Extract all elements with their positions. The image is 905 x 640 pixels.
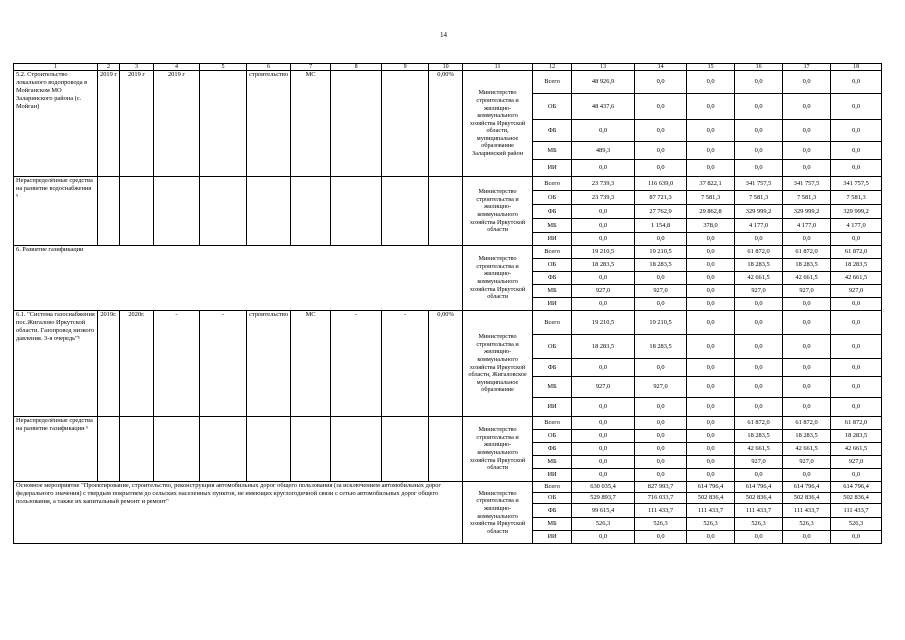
funding-source: ФБ bbox=[533, 443, 572, 456]
amount-cell: 0,0 bbox=[635, 94, 687, 120]
amount-cell: 0,0 bbox=[735, 94, 783, 120]
block-c5 bbox=[200, 417, 247, 482]
amount-cell: 827 993,7 bbox=[635, 482, 687, 493]
amount-cell: 927,0 bbox=[831, 456, 882, 469]
amount-cell: 0,0 bbox=[831, 335, 882, 359]
amount-cell: 111 433,7 bbox=[687, 504, 735, 518]
amount-cell: 0,0 bbox=[687, 398, 735, 417]
amount-cell: 0,0 bbox=[635, 531, 687, 544]
amount-cell: 0,0 bbox=[687, 246, 735, 259]
amount-cell: 111 433,7 bbox=[783, 504, 831, 518]
amount-cell: 61 872,0 bbox=[783, 246, 831, 259]
funding-source: Всего bbox=[533, 311, 572, 335]
amount-cell: 61 872,0 bbox=[831, 246, 882, 259]
block-c8 bbox=[331, 417, 382, 482]
amount-cell: 42 661,5 bbox=[831, 443, 882, 456]
block-c8: - bbox=[331, 311, 382, 417]
amount-cell: 0,0 bbox=[687, 259, 735, 272]
amount-cell: 716 033,7 bbox=[635, 493, 687, 504]
block-c3 bbox=[120, 177, 154, 246]
funding-source: МБ bbox=[533, 377, 572, 398]
amount-cell: 0,0 bbox=[635, 142, 687, 160]
block-c2 bbox=[98, 177, 120, 246]
amount-cell: 42 661,5 bbox=[783, 443, 831, 456]
amount-cell: 329 999,2 bbox=[783, 205, 831, 219]
amount-cell: 0,0 bbox=[635, 398, 687, 417]
amount-cell: 0,0 bbox=[735, 120, 783, 142]
amount-cell: 0,0 bbox=[635, 469, 687, 482]
amount-cell: 0,0 bbox=[831, 71, 882, 94]
amount-cell: 927,0 bbox=[635, 285, 687, 298]
amount-cell: 0,0 bbox=[783, 469, 831, 482]
responsible-org: Министерство строительства и жилищно-коммунального хозяйства Иркутской области bbox=[463, 246, 533, 311]
amount-cell: 0,0 bbox=[831, 359, 882, 377]
funding-source: ОБ bbox=[533, 493, 572, 504]
block-c4 bbox=[154, 177, 200, 246]
responsible-org: Министерство строительства и жилищно-коммунального хозяйства Иркутской области bbox=[463, 482, 533, 544]
page-number: 14 bbox=[440, 31, 447, 39]
table-row bbox=[14, 482, 882, 493]
funding-source: ИИ bbox=[533, 160, 572, 177]
amount-cell: 116 639,0 bbox=[635, 177, 687, 191]
amount-cell: 0,0 bbox=[572, 233, 635, 246]
table-row bbox=[14, 311, 882, 335]
funding-source: ОБ bbox=[533, 94, 572, 120]
block-name: 6. Развитие газификации bbox=[14, 246, 463, 311]
amount-cell: 0,0 bbox=[735, 160, 783, 177]
amount-cell: 0,0 bbox=[572, 531, 635, 544]
amount-cell: 87 721,3 bbox=[635, 191, 687, 205]
amount-cell: 0,0 bbox=[687, 377, 735, 398]
amount-cell: 502 836,4 bbox=[783, 493, 831, 504]
funding-source: Всего bbox=[533, 482, 572, 493]
responsible-org: Министерство строительства и жилищно-коммунального хозяйства Иркутской области bbox=[463, 177, 533, 246]
block-c7 bbox=[291, 417, 331, 482]
amount-cell: 526,3 bbox=[687, 518, 735, 531]
column-number: 5 bbox=[200, 64, 247, 71]
amount-cell: 0,0 bbox=[735, 142, 783, 160]
funding-source: Всего bbox=[533, 246, 572, 259]
amount-cell: 0,0 bbox=[831, 398, 882, 417]
amount-cell: 0,0 bbox=[572, 120, 635, 142]
amount-cell: 529 893,7 bbox=[572, 493, 635, 504]
amount-cell: 0,0 bbox=[635, 272, 687, 285]
amount-cell: 42 661,5 bbox=[735, 443, 783, 456]
column-number: 15 bbox=[687, 64, 735, 71]
amount-cell: 0,0 bbox=[572, 443, 635, 456]
amount-cell: 48 926,9 bbox=[572, 71, 635, 94]
amount-cell: 4 177,0 bbox=[735, 219, 783, 233]
funding-source: ФБ bbox=[533, 504, 572, 518]
funding-source: ИИ bbox=[533, 298, 572, 311]
block-name: Основное мероприятие "Проектирование, строительство, реконструкция автомобильных дорог общего пользования (за исключением автомобильных дорог федерального значения) с твердым покрытием до сельских населенных пунктов, не имеющих круглогодичной связи с сетью автомобильных дорог общего пользования, а также их капитальный ремонт и ремонт" bbox=[14, 482, 463, 544]
block-c4: - bbox=[154, 311, 200, 417]
amount-cell: 927,0 bbox=[572, 285, 635, 298]
amount-cell: 0,0 bbox=[635, 233, 687, 246]
amount-cell: 0,0 bbox=[783, 531, 831, 544]
block-c3: 2020г. bbox=[120, 311, 154, 417]
amount-cell: 927,0 bbox=[635, 377, 687, 398]
block-c8 bbox=[331, 177, 382, 246]
table-row bbox=[14, 246, 882, 259]
column-number: 10 bbox=[429, 64, 463, 71]
amount-cell: 111 433,7 bbox=[735, 504, 783, 518]
funding-source: ОБ bbox=[533, 259, 572, 272]
amount-cell: 0,0 bbox=[783, 398, 831, 417]
amount-cell: 0,0 bbox=[735, 71, 783, 94]
funding-source: МБ bbox=[533, 219, 572, 233]
amount-cell: 0,0 bbox=[687, 311, 735, 335]
amount-cell: 0,0 bbox=[572, 430, 635, 443]
amount-cell: 0,0 bbox=[783, 120, 831, 142]
block-c6 bbox=[247, 177, 291, 246]
amount-cell: 341 757,5 bbox=[783, 177, 831, 191]
amount-cell: 4 177,0 bbox=[831, 219, 882, 233]
funding-source: ОБ bbox=[533, 191, 572, 205]
funding-source: ОБ bbox=[533, 335, 572, 359]
amount-cell: 927,0 bbox=[831, 285, 882, 298]
block-c6 bbox=[247, 417, 291, 482]
column-number: 17 bbox=[783, 64, 831, 71]
amount-cell: 0,0 bbox=[687, 456, 735, 469]
column-number: 18 bbox=[831, 64, 882, 71]
funding-source: ИИ bbox=[533, 233, 572, 246]
amount-cell: 0,0 bbox=[635, 443, 687, 456]
amount-cell: 18 283,5 bbox=[831, 430, 882, 443]
amount-cell: 0,0 bbox=[687, 335, 735, 359]
funding-source: Всего bbox=[533, 417, 572, 430]
amount-cell: 0,0 bbox=[635, 359, 687, 377]
amount-cell: 0,0 bbox=[572, 398, 635, 417]
amount-cell: 0,0 bbox=[635, 298, 687, 311]
amount-cell: 0,0 bbox=[572, 272, 635, 285]
amount-cell: 42 661,5 bbox=[735, 272, 783, 285]
amount-cell: 48 437,6 bbox=[572, 94, 635, 120]
amount-cell: 526,3 bbox=[831, 518, 882, 531]
funding-source: МБ bbox=[533, 285, 572, 298]
amount-cell: 489,3 bbox=[572, 142, 635, 160]
amount-cell: 0,0 bbox=[831, 94, 882, 120]
amount-cell: 0,0 bbox=[687, 430, 735, 443]
amount-cell: 18 283,5 bbox=[735, 259, 783, 272]
amount-cell: 0,0 bbox=[783, 335, 831, 359]
amount-cell: 0,0 bbox=[735, 233, 783, 246]
table-row bbox=[14, 417, 882, 430]
amount-cell: 18 283,5 bbox=[572, 259, 635, 272]
block-c8 bbox=[331, 71, 382, 177]
block-c10 bbox=[429, 177, 463, 246]
amount-cell: 0,0 bbox=[831, 469, 882, 482]
funding-source: ФБ bbox=[533, 205, 572, 219]
amount-cell: 18 283,5 bbox=[735, 430, 783, 443]
program-table bbox=[13, 63, 882, 544]
amount-cell: 614 796,4 bbox=[831, 482, 882, 493]
responsible-org: Министерство строительства и жилищно-коммунального хозяйства Иркутской области, муниципальное образование Заларинский район bbox=[463, 71, 533, 177]
amount-cell: 0,0 bbox=[635, 456, 687, 469]
amount-cell: 0,0 bbox=[783, 377, 831, 398]
amount-cell: 0,0 bbox=[687, 120, 735, 142]
amount-cell: 61 872,0 bbox=[783, 417, 831, 430]
amount-cell: 502 836,4 bbox=[735, 493, 783, 504]
column-number: 9 bbox=[382, 64, 429, 71]
amount-cell: 18 283,5 bbox=[783, 259, 831, 272]
amount-cell: 614 796,4 bbox=[783, 482, 831, 493]
amount-cell: 23 739,3 bbox=[572, 191, 635, 205]
amount-cell: 0,0 bbox=[735, 469, 783, 482]
amount-cell: 526,3 bbox=[783, 518, 831, 531]
amount-cell: 378,0 bbox=[687, 219, 735, 233]
funding-source: ИИ bbox=[533, 531, 572, 544]
amount-cell: 0,0 bbox=[635, 120, 687, 142]
amount-cell: 23 739,3 bbox=[572, 177, 635, 191]
table-row bbox=[14, 177, 882, 191]
block-c10: 0,00% bbox=[429, 71, 463, 177]
column-number: 14 bbox=[635, 64, 687, 71]
amount-cell: 0,0 bbox=[831, 298, 882, 311]
block-c9 bbox=[382, 177, 429, 246]
amount-cell: 0,0 bbox=[572, 298, 635, 311]
block-c4 bbox=[154, 417, 200, 482]
amount-cell: 0,0 bbox=[687, 531, 735, 544]
block-c2: 2019 г bbox=[98, 71, 120, 177]
amount-cell: 614 796,4 bbox=[687, 482, 735, 493]
funding-source: МБ bbox=[533, 142, 572, 160]
amount-cell: 0,0 bbox=[783, 71, 831, 94]
funding-source: ФБ bbox=[533, 359, 572, 377]
amount-cell: 0,0 bbox=[735, 359, 783, 377]
amount-cell: 341 757,5 bbox=[735, 177, 783, 191]
funding-source: ИИ bbox=[533, 469, 572, 482]
amount-cell: 0,0 bbox=[687, 417, 735, 430]
column-number: 16 bbox=[735, 64, 783, 71]
amount-cell: 7 581,3 bbox=[783, 191, 831, 205]
column-number: 12 bbox=[533, 64, 572, 71]
amount-cell: 29 862,8 bbox=[687, 205, 735, 219]
amount-cell: 927,0 bbox=[572, 377, 635, 398]
amount-cell: 0,0 bbox=[572, 205, 635, 219]
block-name: 5.2. Строительство локального водопровода в Мойганском МО Заларинского района (с. Мойган) bbox=[14, 71, 98, 177]
amount-cell: 0,0 bbox=[831, 377, 882, 398]
amount-cell: 19 210,5 bbox=[635, 311, 687, 335]
amount-cell: 0,0 bbox=[687, 160, 735, 177]
amount-cell: 0,0 bbox=[831, 531, 882, 544]
amount-cell: 0,0 bbox=[635, 71, 687, 94]
amount-cell: 111 433,7 bbox=[635, 504, 687, 518]
responsible-org: Министерство строительства и жилищно-коммунального хозяйства Иркутской области, Жигаловское муниципальное образование bbox=[463, 311, 533, 417]
column-number: 2 bbox=[98, 64, 120, 71]
column-number: 3 bbox=[120, 64, 154, 71]
block-c3 bbox=[120, 417, 154, 482]
amount-cell: 502 836,4 bbox=[687, 493, 735, 504]
responsible-org: Министерство строительства и жилищно-коммунального хозяйства Иркутской области bbox=[463, 417, 533, 482]
amount-cell: 0,0 bbox=[687, 94, 735, 120]
block-c5 bbox=[200, 71, 247, 177]
amount-cell: 0,0 bbox=[687, 469, 735, 482]
amount-cell: 927,0 bbox=[735, 456, 783, 469]
block-c5: - bbox=[200, 311, 247, 417]
amount-cell: 18 283,5 bbox=[831, 259, 882, 272]
amount-cell: 19 210,5 bbox=[572, 311, 635, 335]
amount-cell: 614 796,4 bbox=[735, 482, 783, 493]
amount-cell: 0,0 bbox=[687, 443, 735, 456]
amount-cell: 0,0 bbox=[735, 311, 783, 335]
block-c7 bbox=[291, 177, 331, 246]
amount-cell: 37 822,1 bbox=[687, 177, 735, 191]
amount-cell: 0,0 bbox=[783, 142, 831, 160]
block-c9 bbox=[382, 71, 429, 177]
block-c9 bbox=[382, 417, 429, 482]
amount-cell: 526,3 bbox=[572, 518, 635, 531]
amount-cell: 0,0 bbox=[635, 430, 687, 443]
amount-cell: 0,0 bbox=[783, 233, 831, 246]
funding-source: МБ bbox=[533, 456, 572, 469]
amount-cell: 0,0 bbox=[735, 377, 783, 398]
amount-cell: 7 581,3 bbox=[831, 191, 882, 205]
amount-cell: 0,0 bbox=[735, 335, 783, 359]
column-number: 8 bbox=[331, 64, 382, 71]
block-c10: 0,00% bbox=[429, 311, 463, 417]
block-c6: строительство bbox=[247, 71, 291, 177]
amount-cell: 0,0 bbox=[687, 298, 735, 311]
amount-cell: 0,0 bbox=[572, 469, 635, 482]
table-row bbox=[14, 71, 882, 94]
amount-cell: 18 283,5 bbox=[635, 259, 687, 272]
amount-cell: 0,0 bbox=[735, 298, 783, 311]
block-c10 bbox=[429, 417, 463, 482]
amount-cell: 18 283,5 bbox=[783, 430, 831, 443]
amount-cell: 0,0 bbox=[572, 417, 635, 430]
amount-cell: 99 615,4 bbox=[572, 504, 635, 518]
column-number: 4 bbox=[154, 64, 200, 71]
funding-source: ФБ bbox=[533, 272, 572, 285]
header-row bbox=[14, 64, 882, 71]
amount-cell: 111 433,7 bbox=[831, 504, 882, 518]
funding-source: ИИ bbox=[533, 398, 572, 417]
amount-cell: 0,0 bbox=[783, 298, 831, 311]
amount-cell: 329 999,2 bbox=[735, 205, 783, 219]
block-c2: 2019г. bbox=[98, 311, 120, 417]
amount-cell: 526,3 bbox=[635, 518, 687, 531]
edge-mark: : bbox=[883, 308, 885, 314]
amount-cell: 0,0 bbox=[783, 311, 831, 335]
amount-cell: 0,0 bbox=[831, 233, 882, 246]
amount-cell: 7 581,3 bbox=[687, 191, 735, 205]
amount-cell: 0,0 bbox=[735, 531, 783, 544]
block-c7: МС bbox=[291, 311, 331, 417]
amount-cell: 42 661,5 bbox=[783, 272, 831, 285]
block-c3: 2019 г bbox=[120, 71, 154, 177]
block-c9: - bbox=[382, 311, 429, 417]
funding-source: Всего bbox=[533, 71, 572, 94]
amount-cell: 0,0 bbox=[783, 94, 831, 120]
amount-cell: 0,0 bbox=[831, 142, 882, 160]
amount-cell: 927,0 bbox=[783, 285, 831, 298]
column-number: 7 bbox=[291, 64, 331, 71]
amount-cell: 0,0 bbox=[831, 120, 882, 142]
amount-cell: 19 210,5 bbox=[572, 246, 635, 259]
amount-cell: 502 836,4 bbox=[831, 493, 882, 504]
amount-cell: 526,3 bbox=[735, 518, 783, 531]
block-name: 6.1. "Система газоснабжения пос.Жигалово Иркутской области. Газопровод низкого давления. 3-я очередь"⁵ bbox=[14, 311, 98, 417]
block-c7: МС bbox=[291, 71, 331, 177]
funding-source: ОБ bbox=[533, 430, 572, 443]
amount-cell: 0,0 bbox=[783, 160, 831, 177]
amount-cell: 0,0 bbox=[572, 359, 635, 377]
amount-cell: 61 872,0 bbox=[831, 417, 882, 430]
amount-cell: 0,0 bbox=[687, 272, 735, 285]
amount-cell: 61 872,0 bbox=[735, 417, 783, 430]
amount-cell: 1 154,8 bbox=[635, 219, 687, 233]
block-c4: 2019 г bbox=[154, 71, 200, 177]
block-name: Нераспределённые средства на развитие газификации ⁶ bbox=[14, 417, 98, 482]
amount-cell: 0,0 bbox=[687, 142, 735, 160]
block-name: Нераспределённые средства на развитие водоснабжения ⁵ bbox=[14, 177, 98, 246]
amount-cell: 0,0 bbox=[831, 311, 882, 335]
amount-cell: 0,0 bbox=[687, 285, 735, 298]
column-number: 6 bbox=[247, 64, 291, 71]
amount-cell: 341 757,5 bbox=[831, 177, 882, 191]
funding-source: МБ bbox=[533, 518, 572, 531]
amount-cell: 0,0 bbox=[635, 160, 687, 177]
block-c2 bbox=[98, 417, 120, 482]
amount-cell: 0,0 bbox=[735, 398, 783, 417]
block-c6: строительство bbox=[247, 311, 291, 417]
amount-cell: 329 999,2 bbox=[831, 205, 882, 219]
amount-cell: 0,0 bbox=[635, 417, 687, 430]
funding-source: ФБ bbox=[533, 120, 572, 142]
amount-cell: 27 762,9 bbox=[635, 205, 687, 219]
amount-cell: 0,0 bbox=[783, 359, 831, 377]
amount-cell: 0,0 bbox=[687, 71, 735, 94]
amount-cell: 18 283,5 bbox=[572, 335, 635, 359]
amount-cell: 0,0 bbox=[687, 359, 735, 377]
amount-cell: 0,0 bbox=[831, 160, 882, 177]
amount-cell: 61 872,0 bbox=[735, 246, 783, 259]
amount-cell: 0,0 bbox=[572, 219, 635, 233]
amount-cell: 0,0 bbox=[687, 233, 735, 246]
amount-cell: 7 581,3 bbox=[735, 191, 783, 205]
block-c5 bbox=[200, 177, 247, 246]
amount-cell: 0,0 bbox=[572, 456, 635, 469]
amount-cell: 19 210,5 bbox=[635, 246, 687, 259]
amount-cell: 927,0 bbox=[735, 285, 783, 298]
amount-cell: 42 661,5 bbox=[831, 272, 882, 285]
column-number: 13 bbox=[572, 64, 635, 71]
amount-cell: 4 177,0 bbox=[783, 219, 831, 233]
funding-source: Всего bbox=[533, 177, 572, 191]
amount-cell: 0,0 bbox=[572, 160, 635, 177]
amount-cell: 630 035,4 bbox=[572, 482, 635, 493]
column-number: 1 bbox=[14, 64, 98, 71]
amount-cell: 927,0 bbox=[783, 456, 831, 469]
amount-cell: 18 283,5 bbox=[635, 335, 687, 359]
column-number: 11 bbox=[463, 64, 533, 71]
